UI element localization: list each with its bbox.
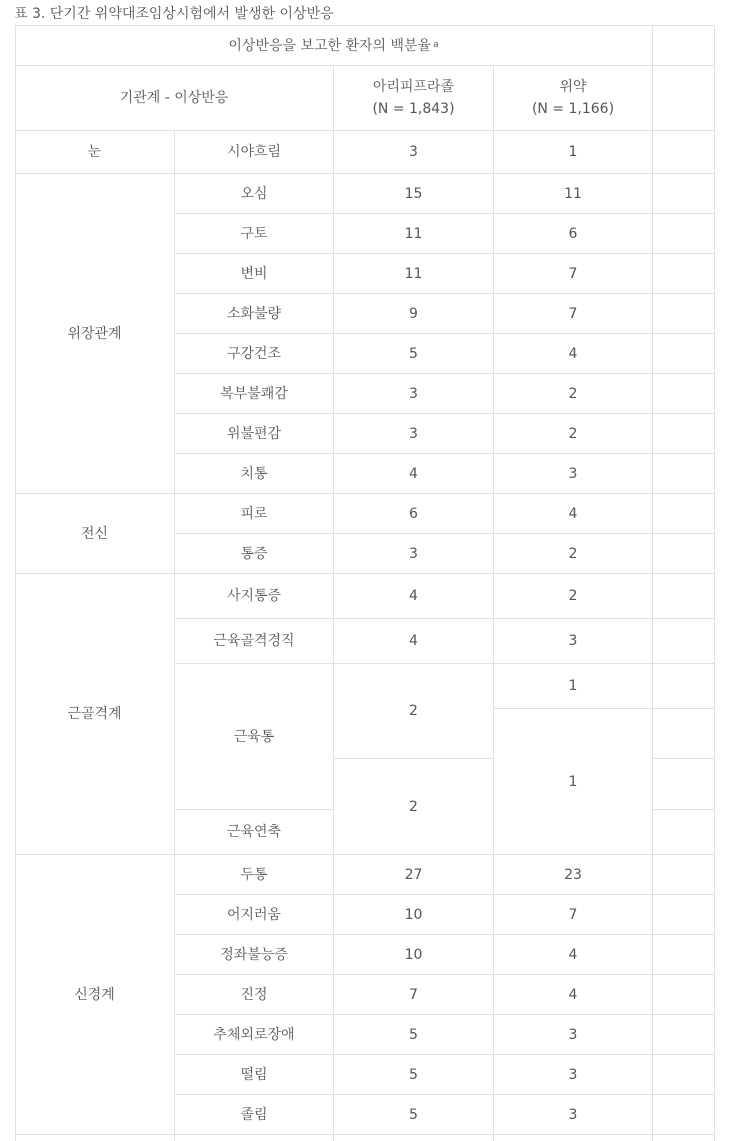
placebo-value-cell: 3 (568, 1106, 578, 1123)
event-cell: 떨림 (240, 1066, 268, 1083)
placebo-value-cell: 4 (568, 345, 578, 362)
drug-name: 아리피프라졸 (372, 79, 455, 95)
drug-value-cell: 27 (404, 866, 423, 883)
drug-n: (N = 1,843) (372, 101, 455, 117)
event-cell: 두통 (240, 866, 268, 883)
placebo-column-header (494, 66, 652, 130)
drug-value-cell: 5 (409, 345, 418, 362)
drug-value-cell: 3 (409, 144, 418, 160)
drug-value-cell: 6 (409, 505, 418, 522)
drug-value-cell: 5 (409, 1106, 418, 1123)
placebo-value-cell: 3 (568, 1066, 578, 1083)
event-cell: 오심 (240, 185, 268, 202)
drug-value-cell: 7 (409, 986, 418, 1003)
header-title-text: 이상반응을 보고한 환자의 백분율 (228, 37, 432, 54)
placebo-value-cell: 6 (568, 225, 578, 242)
event-cell: 소화불량 (226, 305, 282, 322)
header-title: 이상반응을 보고한 환자의 백분율 $^a$ (15, 26, 652, 65)
drug-column-header (334, 66, 493, 130)
placebo-value-cell: 3 (568, 633, 578, 649)
organ-column-header: 기관계 - 이상반응 (119, 90, 229, 106)
event-cell: 정좌불능증 (220, 946, 288, 963)
placebo-value-cell: 1 (568, 773, 578, 790)
organ-cell: 신경계 (74, 986, 115, 1003)
placebo-value-cell: 2 (568, 545, 578, 562)
event-cell: 복부불쾌감 (220, 385, 288, 402)
event-cell: 추체외로장애 (213, 1026, 295, 1043)
drug-value-cell: 10 (404, 906, 423, 923)
event-cell: 졸림 (240, 1106, 268, 1123)
event-cell: 시야흐림 (226, 144, 282, 160)
drug-value-cell: 4 (409, 588, 418, 604)
event-cell: 변비 (240, 265, 268, 282)
drug-value-cell: 3 (409, 385, 418, 402)
drug-value-cell: 3 (409, 425, 418, 442)
drug-value-cell: 4 (409, 633, 418, 649)
event-cell: 진정 (240, 986, 268, 1003)
event-cell: 피로 (240, 505, 268, 522)
table-caption: 표 3. 단기간 위약대조임상시험에서 발생한 이상반응 (14, 6, 334, 22)
placebo-value-cell: 1 (568, 678, 578, 694)
drug-value-cell: 10 (404, 946, 423, 963)
placebo-value-cell: 3 (568, 1026, 578, 1043)
placebo-value-cell: 4 (568, 505, 578, 522)
organ-cell: 눈 (87, 144, 102, 160)
organ-cell: 위장관계 (67, 325, 122, 342)
drug-value-cell: 11 (404, 265, 423, 282)
event-cell: 통증 (240, 545, 268, 562)
organ-cell: 전신 (80, 525, 109, 542)
event-cell: 위불편감 (226, 425, 282, 442)
placebo-value-cell: 4 (568, 986, 578, 1003)
placebo-value-cell: 7 (568, 265, 578, 282)
drug-value-cell: 3 (409, 545, 418, 562)
event-cell: 구토 (240, 225, 268, 242)
drug-value-cell: 5 (409, 1026, 418, 1043)
event-cell: 근육통 (233, 728, 275, 745)
event-cell: 근육연축 (226, 824, 282, 840)
drug-value-cell: 2 (409, 798, 418, 815)
placebo-name: 위약 (559, 79, 587, 95)
placebo-value-cell: 3 (568, 465, 578, 482)
placebo-value-cell: 1 (568, 144, 578, 160)
event-cell: 사지통증 (226, 588, 282, 604)
event-cell: 치통 (240, 465, 268, 482)
placebo-value-cell: 11 (564, 185, 582, 202)
placebo-value-cell: 4 (568, 946, 578, 963)
organ-cell: 근골격계 (67, 706, 122, 722)
placebo-value-cell: 7 (568, 906, 578, 923)
drug-value-cell: 4 (409, 465, 418, 482)
placebo-value-cell: 2 (568, 588, 578, 604)
placebo-value-cell: 2 (568, 385, 578, 402)
drug-value-cell: 15 (404, 185, 423, 202)
event-cell: 어지러움 (226, 906, 282, 923)
placebo-value-cell: 23 (564, 866, 582, 883)
placebo-value-cell: 7 (568, 305, 578, 322)
placebo-n: (N = 1,166) (531, 101, 615, 117)
drug-value-cell: 2 (409, 703, 418, 719)
event-cell: 구강건조 (226, 345, 282, 362)
event-cell: 근육골격경직 (213, 633, 295, 649)
placebo-value-cell: 2 (568, 425, 578, 442)
drug-value-cell: 11 (404, 225, 423, 242)
drug-value-cell: 5 (409, 1066, 418, 1083)
drug-value-cell: 9 (409, 305, 418, 322)
